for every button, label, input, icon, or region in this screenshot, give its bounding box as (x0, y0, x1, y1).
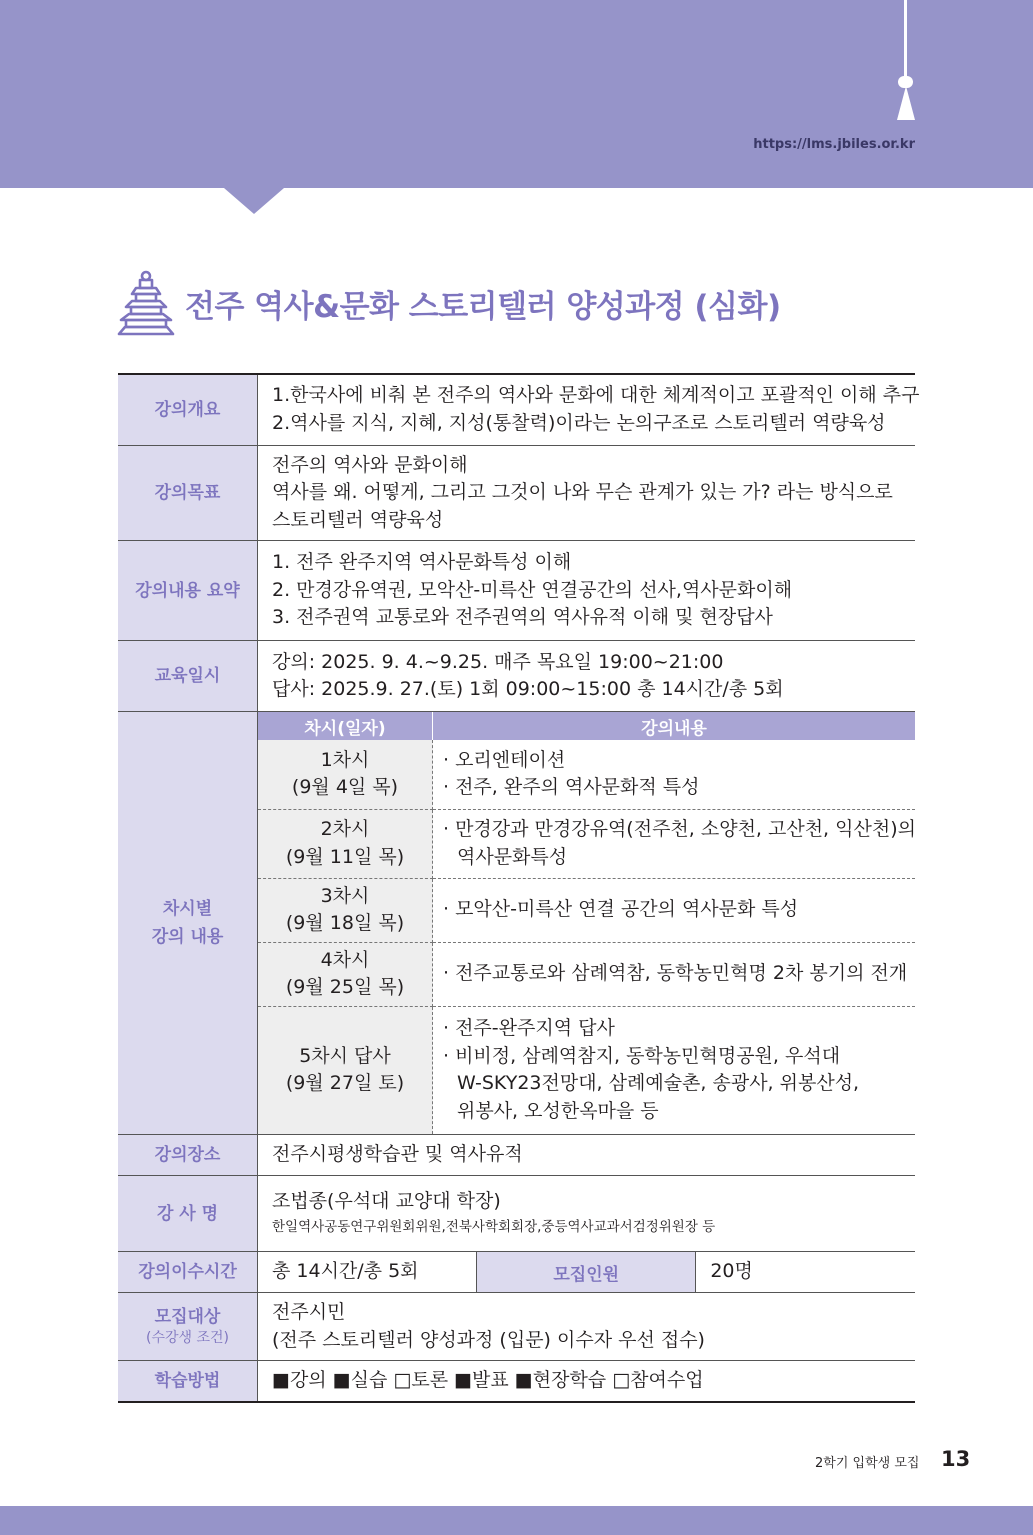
website-url[interactable]: https://lms.jbiles.or.kr (753, 137, 915, 152)
pagoda-icon (117, 270, 175, 336)
session-row (258, 942, 915, 1006)
label-method: 학습방법 (118, 1361, 258, 1402)
value-method: ■강의 ■실습 □토론 ■발표 ■현장학습 □참여수업 (258, 1361, 916, 1402)
session-date (258, 878, 433, 942)
content-bullet: · 전주, 완주의 역사문화적 특성 (443, 776, 700, 799)
label-sessions (118, 712, 258, 1135)
row-overview (118, 374, 915, 445)
label-target (118, 1293, 258, 1361)
label-target-main: 모집대상 (154, 1306, 221, 1327)
value-overview (258, 374, 920, 445)
tassel-icon (904, 0, 907, 78)
section-title (117, 268, 781, 338)
value-summary (258, 541, 916, 641)
goal-line: 전주의 역사와 문화이해 (272, 453, 468, 476)
label-summary: 강의내용 요약 (118, 541, 258, 641)
goal-line: 스토리텔러 역량육성 (272, 508, 444, 531)
content-bullet: · 오리엔테이션 (443, 748, 566, 771)
header-band (0, 0, 1033, 188)
instructor-detail: 한일역사공동연구위원회위원,전북사학회회장,중등역사교과서검정위원장 등 (272, 1219, 716, 1236)
session-table (258, 712, 915, 1134)
goal-line: 역사를 왜. 어떻게, 그리고 그것이 나와 무슨 관계가 있는 가? 라는 방식으로 (272, 481, 893, 503)
session-date (258, 942, 433, 1006)
value-recruit: 20명 (696, 1252, 915, 1293)
summary-line: 1. 전주 완주지역 역사문화특성 이해 (272, 551, 572, 574)
session-row (258, 1006, 915, 1134)
label-schedule: 교육일시 (118, 641, 258, 712)
session-number: 5차시 답사 (299, 1044, 391, 1067)
target-line: 전주시민 (272, 1301, 346, 1323)
value-goal (258, 445, 916, 541)
content-bullet: · 전주교통로와 삼례역참, 동학농민혁명 2차 봉기의 전개 (443, 962, 908, 985)
session-date (258, 740, 433, 809)
session-content (433, 878, 916, 942)
label-sessions-line2: 강의 내용 (151, 927, 224, 947)
content-bullet: · 모악산-미륵산 연결 공간의 역사문화 특성 (443, 898, 799, 921)
content-continuation: 역사문화특성 (457, 845, 568, 868)
label-recruit: 모집인원 (477, 1252, 696, 1293)
session-content (433, 809, 916, 878)
value-instructor (258, 1176, 916, 1252)
sessions-cell (258, 712, 916, 1135)
tassel-body (897, 86, 915, 120)
value-target (258, 1293, 916, 1361)
session-day: (9월 25일 목) (285, 976, 405, 998)
header-notch (224, 188, 284, 214)
row-hours (118, 1252, 915, 1293)
row-target (118, 1293, 915, 1361)
instructor-name: 조법종(우석대 교양대 학장) (272, 1189, 501, 1212)
content-bullet: · 비비정, 삼례역참지, 동학농민혁명공원, 우석대 (443, 1044, 841, 1067)
value-venue: 전주시평생학습관 및 역사유적 (258, 1135, 916, 1176)
summary-line: 2. 만경강유역권, 모악산-미륵산 연결공간의 선사,역사문화이해 (272, 578, 793, 601)
label-overview: 강의개요 (118, 374, 258, 445)
session-number: 3차시 (320, 884, 370, 907)
col-content-header: 강의내용 (433, 712, 916, 740)
session-date (258, 809, 433, 878)
label-venue: 강의장소 (118, 1135, 258, 1176)
summary-line: 3. 전주권역 교통로와 전주권역의 역사유적 이해 및 현장답사 (272, 606, 773, 629)
row-method (118, 1361, 915, 1402)
session-content (433, 1006, 916, 1134)
session-day: (9월 11일 목) (285, 845, 405, 868)
label-hours: 강의이수시간 (118, 1252, 258, 1293)
row-sessions (118, 712, 915, 1135)
row-summary (118, 541, 915, 641)
session-number: 1차시 (320, 748, 370, 771)
row-instructor (118, 1176, 915, 1252)
footer-band (0, 1506, 1033, 1535)
session-row (258, 809, 915, 878)
page-title: 전주 역사&문화 스토리텔러 양성과정 (심화) (185, 288, 781, 325)
footer-label: 2학기 입학생 모집 (815, 1456, 920, 1471)
session-day: (9월 4일 목) (291, 776, 399, 799)
schedule-line: 강의: 2025. 9. 4.~9.25. 매주 목요일 19:00~21:00 (272, 650, 724, 673)
value-schedule (258, 641, 916, 712)
session-day: (9월 27일 토) (285, 1072, 405, 1095)
content-bullet: · 전주-완주지역 답사 (443, 1017, 615, 1040)
label-instructor: 강 사 명 (118, 1176, 258, 1252)
course-info-table (118, 373, 920, 1403)
page-number: 13 (941, 1447, 971, 1471)
session-number: 2차시 (320, 818, 370, 840)
label-goal: 강의목표 (118, 445, 258, 541)
session-content (433, 740, 916, 809)
overview-line: 2.역사를 지식, 지혜, 지성(통찰력)이라는 논의구조로 스토리텔러 역량육성 (272, 411, 886, 434)
value-hours: 총 14시간/총 5회 (258, 1252, 477, 1293)
col-session-header: 차시(일자) (258, 712, 433, 740)
session-row (258, 740, 915, 809)
content-bullet: · 만경강과 만경강유역(전주천, 소양천, 고산천, 익산천)의 (443, 818, 916, 840)
session-day: (9월 18일 목) (285, 912, 405, 934)
overview-line: 1.한국사에 비춰 본 전주의 역사와 문화에 대한 체계적이고 포괄적인 이해 추구 (272, 384, 920, 407)
row-goal (118, 445, 915, 541)
session-row (258, 878, 915, 942)
target-line: (전주 스토리텔러 양성과정 (입문) 이수자 우선 접수) (272, 1328, 705, 1351)
label-target-sub: (수강생 조건) (146, 1329, 229, 1346)
session-number: 4차시 (320, 948, 370, 971)
schedule-line: 답사: 2025.9. 27.(토) 1회 09:00~15:00 총 14시간/총 5회 (272, 678, 784, 700)
row-schedule (118, 641, 915, 712)
session-date (258, 1006, 433, 1134)
content-continuation: W-SKY23전망대, 삼례예술촌, 송광사, 위봉산성, (457, 1072, 860, 1095)
session-content (433, 942, 916, 1006)
label-sessions-line1: 차시별 (162, 899, 213, 919)
row-venue (118, 1135, 915, 1176)
content-continuation: 위봉사, 오성한옥마을 등 (457, 1099, 659, 1122)
